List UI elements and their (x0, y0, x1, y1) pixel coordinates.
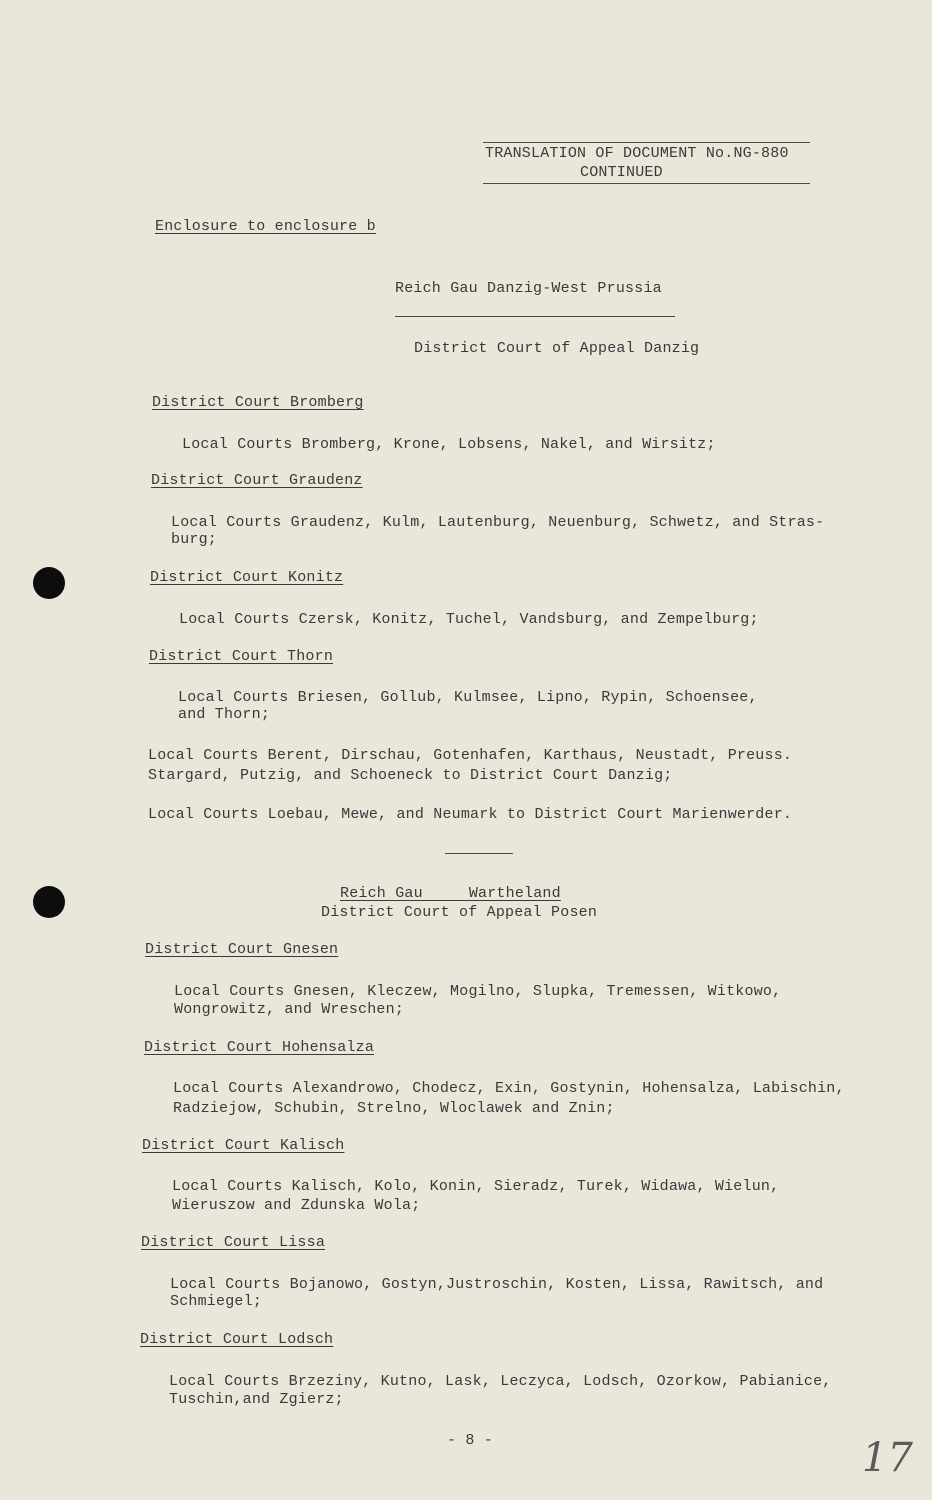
local-courts-line: Wongrowitz, and Wreschen; (174, 1001, 405, 1018)
district-heading: District Court Konitz (150, 569, 344, 586)
district-heading: District Court Hohensalza (144, 1039, 375, 1056)
header-rule-top (483, 142, 810, 143)
local-courts-line: Radziejow, Schubin, Strelno, Wloclawek and Znin; (173, 1100, 615, 1117)
local-courts-line: Local Courts Kalisch, Kolo, Konin, Sieradz, Turek, Widawa, Wielun, (172, 1178, 780, 1195)
binding-hole-top (33, 567, 65, 599)
local-courts-line: burg; (171, 531, 218, 548)
section2-subtitle: District Court of Appeal Posen (321, 904, 598, 921)
page-number: - 8 - (447, 1432, 494, 1449)
local-courts-line: Wieruszow and Zdunska Wola; (172, 1197, 421, 1214)
section1-subtitle: District Court of Appeal Danzig (414, 340, 700, 357)
district-heading: District Court Lodsch (140, 1331, 334, 1348)
local-courts-line: Local Courts Alexandrowo, Chodecz, Exin, Gostynin, Hohensalza, Labischin, (173, 1080, 845, 1097)
handwritten-page-mark: 17 (862, 1435, 913, 1481)
local-courts-line: Local Courts Bromberg, Krone, Lobsens, Nakel, and Wirsitz; (182, 436, 716, 453)
local-courts-line: and Thorn; (178, 706, 271, 723)
local-courts-line: Local Courts Gnesen, Kleczew, Mogilno, Slupka, Tremessen, Witkowo, (174, 983, 782, 1000)
local-courts-line: Local Courts Graudenz, Kulm, Lautenburg, Neuenburg, Schwetz, and Stras- (171, 514, 825, 531)
district-heading: District Court Bromberg (152, 394, 364, 411)
section-divider (445, 853, 513, 854)
local-courts-line: Schmiegel; (170, 1293, 263, 1310)
district-heading: District Court Thorn (149, 648, 334, 665)
note-line: Local Courts Loebau, Mewe, and Neumark to District Court Marienwerder. (148, 806, 793, 823)
header-rule-bottom (483, 183, 810, 184)
district-heading: District Court Graudenz (151, 472, 363, 489)
note-line: Stargard, Putzig, and Schoeneck to District Court Danzig; (148, 767, 673, 784)
binding-hole-bottom (33, 886, 65, 918)
district-heading: District Court Lissa (141, 1234, 326, 1251)
enclosure-label: Enclosure to enclosure b (155, 218, 376, 235)
district-heading: District Court Gnesen (145, 941, 339, 958)
district-heading: District Court Kalisch (142, 1137, 345, 1154)
header-title: TRANSLATION OF DOCUMENT No.NG-880 (485, 145, 789, 162)
local-courts-line: Local Courts Brzeziny, Kutno, Lask, Leczyca, Lodsch, Ozorkow, Pabianice, (169, 1373, 832, 1390)
note-line: Local Courts Berent, Dirschau, Gotenhafen, Karthaus, Neustadt, Preuss. (148, 747, 793, 764)
local-courts-line: Local Courts Czersk, Konitz, Tuchel, Vandsburg, and Zempelburg; (179, 611, 759, 628)
local-courts-line: Local Courts Briesen, Gollub, Kulmsee, Lipno, Rypin, Schoensee, (178, 689, 758, 706)
section1-title: Reich Gau Danzig-West Prussia (395, 280, 662, 297)
header-continued: CONTINUED (580, 164, 663, 181)
local-courts-line: Local Courts Bojanowo, Gostyn,Justroschin, Kosten, Lissa, Rawitsch, and (170, 1276, 824, 1293)
section2-title: Reich Gau Wartheland (340, 885, 561, 902)
local-courts-line: Tuschin,and Zgierz; (169, 1391, 344, 1408)
section1-title-rule (395, 316, 675, 317)
